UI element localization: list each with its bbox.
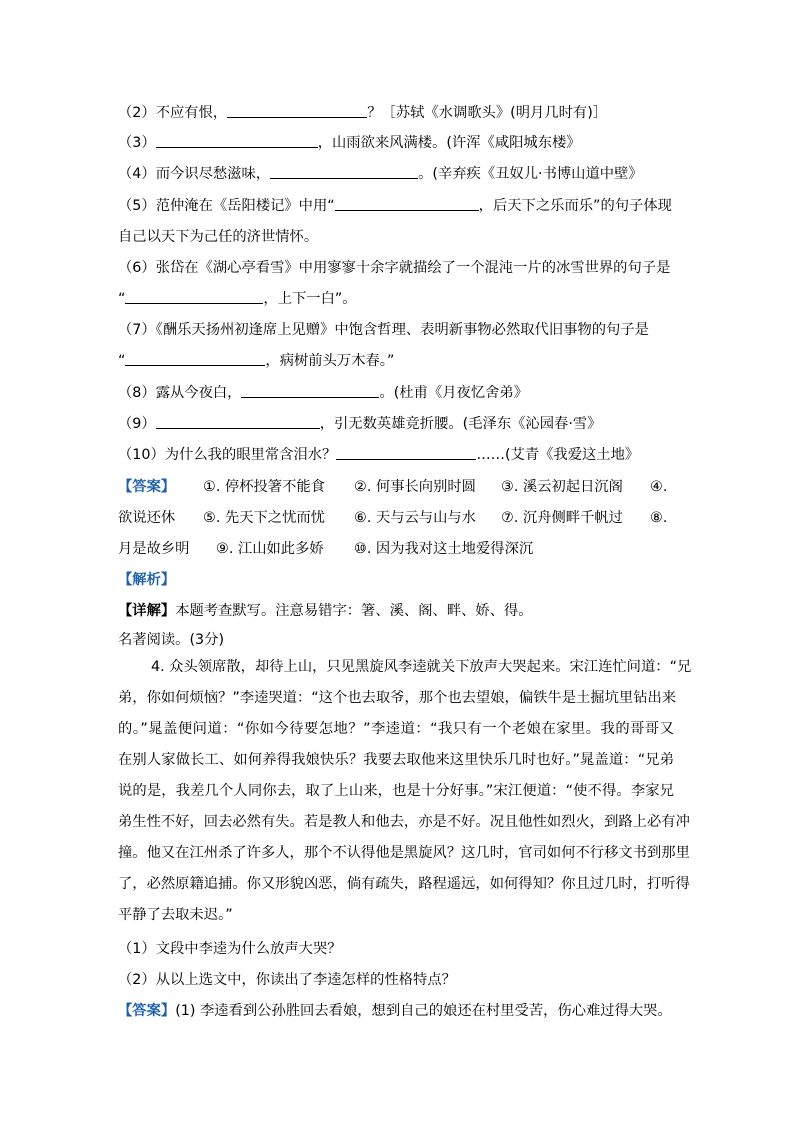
answer-blank [241,383,379,398]
answer-item: ⑧. [650,510,668,526]
answer-item: 月是故乡明 [118,541,190,557]
answer-item: 欲说还休 [118,510,176,526]
answer-item: ③. 溪云初起日沉阁 [501,479,623,495]
answer-blank [156,414,320,429]
sub-question-2: （2）从以上选文中，你读出了李逵怎样的性格特点？ [118,972,456,988]
detail-text: 本题考查默写。注意易错字：箸、溪、阁、畔、娇、得。 [175,603,533,619]
passage-line: 平静了去取未迟。” [118,907,233,923]
detail-line [118,601,533,621]
question-10: （10）为什么我的眼里常含泪水？ ……(艾青《我爱这土地》 [118,447,640,463]
question-6: （6）张岱在《湖心亭看雪》中用寥寥十余字就描绘了一个混沌一片的冰雪世界的句子是 [118,260,671,276]
question-5-cont: 自己以天下为己任的济世情怀。 [118,229,319,245]
passage-line: 了，必然原籍追捕。你又形貌凶恶，倘有疏失，路程遥远，如何得知？你且过几时，打听得 [118,876,690,892]
final-answer-label: 【答案】 [118,1003,176,1019]
question-5: （5）范仲淹在《岳阳楼记》中用“ ，后天下之乐而乐”的句子体现 [118,198,672,214]
passage-line: 在别人家做长工、如何养得我娘快乐？我要去取他来这里快乐几时也好。”晁盖道：“兄弟 [118,752,674,768]
answer-item: ⑥. 天与云与山与水 [354,510,476,526]
question-7-cont: “ ，病树前头万木春。” [118,353,395,369]
answer-blank [156,133,318,148]
answer-item: ①. 停杯投箸不能食 [203,479,325,495]
answer-item: ⑩. 因为我对这土地爱得深沉 [354,541,534,557]
answer-blank [270,164,418,179]
passage-line: 的。”晁盖便问道：“你如今待要怎地？”李逵道：“我只有一个老娘在家里。我的哥哥又 [118,721,674,737]
answer-label: 【答案】 [118,479,176,495]
answer-blank [125,351,265,366]
answer-item: ⑦. 沉舟侧畔千帆过 [501,510,623,526]
passage-line: 4. 众头领席散，却待上山，只见黑旋风李逵就关下放声大哭起来。宋江连忙问道：“兄 [151,659,692,675]
question-6-cont: “ ，上下一白”。 [118,291,357,307]
passage-line: 弟生性不好，回去必然有失。若是教人和他去，亦是不好。况且他性如烈火，到路上必有冲 [118,814,690,830]
answer-item: ⑤. 先天下之忧而忧 [203,510,325,526]
passage-line: 弟，你如何烦恼？”李逵哭道：“这个也去取爷，那个也去望娘，偏铁牛是土掘坑里钻出来 [118,690,677,706]
answer-item: ④. [650,479,668,495]
answer-blank [336,445,476,460]
detail-label: 【详解】 [118,603,176,619]
question-8: （8）露从今夜白， 。(杜甫《月夜忆舍弟》 [118,385,529,401]
final-answer-line [118,1001,672,1021]
section-title: 名著阅读。(3分) [118,632,225,648]
question-7: （7）《酬乐天扬州初逢席上见赠》中饱含哲理、表明新事物必然取代旧事物的句子是 [118,322,649,338]
analysis-label: 【解析】 [118,572,176,588]
answer-item: ⑨. 江山如此多娇 [216,541,324,557]
question-9: （9） ，引无数英雄竞折腰。(毛泽东《沁园春·雪》 [118,416,602,432]
passage-line: 说的是，我差几个人同你去，取了上山来，也是十分好事。”宋江便道：“使不得。李家兄 [118,783,674,799]
final-answer-text: (1) 李逵看到公孙胜回去看娘，想到自己的娘还在村里受苦，伤心难过得大哭。 [175,1003,672,1019]
passage-line: 撞。他又在江州杀了许多人，那个不认得他是黑旋风？这几时，官司如何不行移文书到那里 [118,845,690,861]
sub-question-1: （1）文段中李逵为什么放声大哭？ [118,941,342,957]
question-2: （2）不应有恨， ？［苏轼《水调歌头》(明月几时有)］ [118,105,608,121]
answer-item: ②. 何事长向别时圆 [354,479,476,495]
answer-blank [227,103,367,118]
answer-blank [125,289,263,304]
question-3: （3） ，山雨欲来风满楼。(许浑《咸阳城东楼》 [118,135,581,151]
question-4: （4）而今识尽愁滋味， 。(辛弃疾《丑奴儿·书博山道中壁》 [118,166,643,182]
answer-blank [335,196,479,211]
